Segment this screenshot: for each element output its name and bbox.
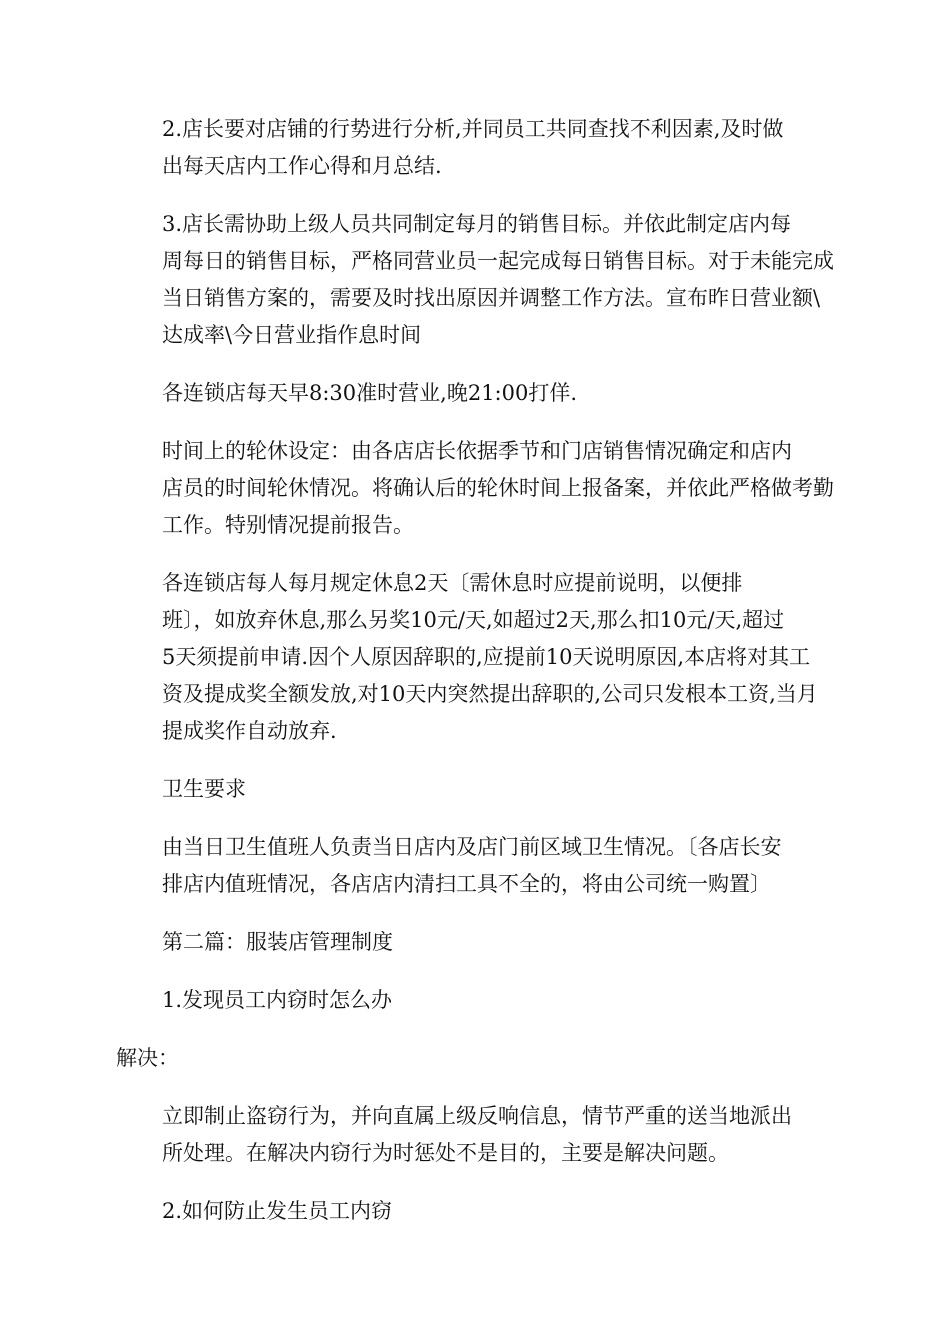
paragraph	[116, 924, 834, 961]
text-line: 班〕，如放弃休息,那么另奖10元/天,如超过2天,那么扣10元/天,超过	[162, 608, 785, 632]
text-line: 2.如何防止发生员工内窃	[162, 1199, 393, 1223]
document-body	[116, 111, 834, 1251]
text-line: 由当日卫生值班人负责当日店内及店门前区域卫生情况。〔各店长安	[162, 835, 782, 859]
text-line: 时间上的轮休设定：由各店店长依据季节和门店销售情况确定和店内	[162, 439, 792, 463]
paragraph	[116, 111, 834, 185]
text-line: 各连锁店每天早8:30准时营业,晚21:00打佯.	[162, 381, 578, 405]
text-line: 达成率\今日营业指作息时间	[162, 323, 422, 347]
paragraph	[116, 1098, 834, 1172]
paragraph	[116, 565, 834, 750]
text-line: 2.店长要对店铺的行势进行分析,并同员工共同查找不利因素,及时做	[162, 117, 784, 141]
paragraph	[116, 829, 834, 903]
text-line: 提成奖作自动放弃.	[162, 719, 337, 743]
text-line: 工作。特别情况提前报告。	[162, 513, 414, 537]
paragraph	[116, 206, 834, 354]
paragraph	[116, 982, 834, 1019]
text-line: 5天须提前申请.因个人原因辞职的,应提前10天说明原因,本店将对其工	[162, 645, 811, 669]
text-line: 1.发现员工内窃时怎么办	[162, 988, 393, 1012]
text-line: 所处理。在解决内窃行为时惩处不是目的，主要是解决问题。	[162, 1141, 729, 1165]
text-line: 出每天店内工作心得和月总结.	[162, 154, 442, 178]
text-line: 3.店长需协助上级人员共同制定每月的销售目标。并依此制定店内每	[162, 212, 792, 236]
text-line: 周每日的销售目标，严格同营业员一起完成每日销售目标。对于未能完成	[162, 249, 834, 273]
paragraph	[116, 771, 834, 808]
text-line: 各连锁店每人每月规定休息2天〔需休息时应提前说明，以便排	[162, 571, 743, 595]
paragraph	[116, 1040, 834, 1077]
text-line: 店员的时间轮休情况。将确认后的轮休时间上报备案，并依此严格做考勤	[162, 476, 834, 500]
text-line: 解决：	[116, 1046, 179, 1070]
text-line: 立即制止盗窃行为，并向直属上级反响信息，情节严重的送当地派出	[162, 1104, 792, 1128]
text-line: 第二篇：服装店管理制度	[162, 930, 393, 954]
paragraph	[116, 375, 834, 412]
text-line: 当日销售方案的，需要及时找出原因并调整工作方法。宣布昨日营业额\	[162, 286, 821, 310]
paragraph	[116, 1193, 834, 1230]
text-line: 资及提成奖全额发放,对10天内突然提出辞职的,公司只发根本工资,当月	[162, 682, 818, 706]
text-line: 排店内值班情况，各店店内清扫工具不全的，将由公司统一购置〕	[162, 872, 771, 896]
text-line: 卫生要求	[162, 777, 246, 801]
paragraph	[116, 433, 834, 544]
